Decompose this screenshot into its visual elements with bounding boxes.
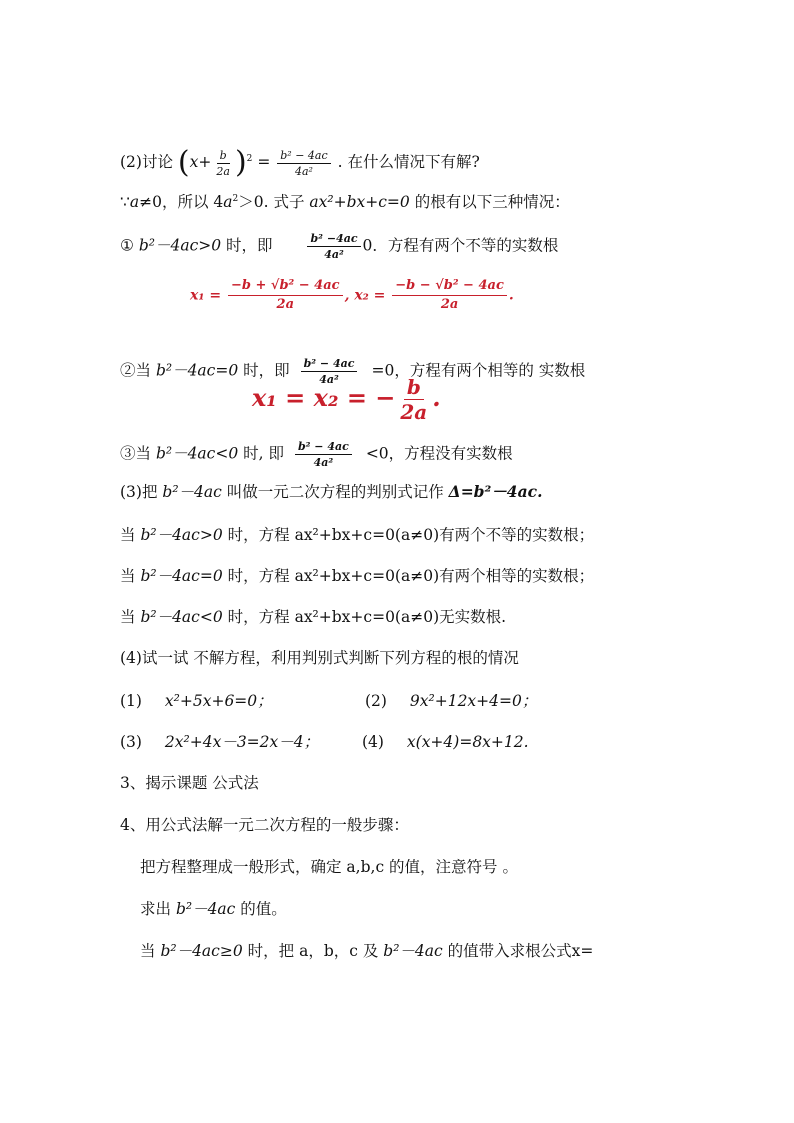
- condition: b²－4ac>0: [140, 526, 223, 544]
- exercise-label: (2): [365, 692, 387, 710]
- text: 的根有以下三种情况：: [409, 193, 570, 211]
- x1-label: x₁ =: [190, 287, 222, 304]
- step-1: 把方程整理成一般形式，确定 a,b,c 的值，注意符号 。: [140, 858, 518, 876]
- right-paren: ): [234, 145, 247, 180]
- separator: ,: [344, 287, 355, 304]
- condition: b²－4ac: [162, 483, 222, 501]
- condition: b²－4ac<0: [140, 608, 223, 626]
- text: 时，方程 ax²+bx+c=0(a≠0)无实数根.: [222, 608, 507, 626]
- fraction-discriminant: [307, 232, 360, 261]
- var-x: x: [189, 153, 199, 171]
- fraction-root-2: [392, 278, 507, 313]
- condition: b²－4ac: [175, 900, 236, 918]
- discussion-line: [120, 145, 480, 180]
- denominator: 2a: [440, 297, 459, 312]
- section-4-title: 4、用公式法解一元二次方程的一般步骤：: [120, 816, 409, 834]
- text: 时, 即: [238, 444, 284, 463]
- text: 当: [120, 608, 141, 626]
- text: 时，即: [238, 361, 290, 380]
- case-number: ③当: [120, 444, 156, 463]
- denominator: 4a²: [294, 164, 313, 178]
- period: .: [508, 287, 514, 304]
- period: .: [432, 383, 441, 412]
- numerator: b: [217, 149, 230, 164]
- case-number: ②当: [120, 361, 156, 380]
- discriminant-definition: [120, 482, 542, 502]
- numerator: b² − 4ac: [301, 357, 358, 372]
- rule-positive: [120, 525, 594, 545]
- condition: b²－4ac=0: [140, 567, 223, 585]
- numerator: −b − √b² − 4ac: [392, 278, 507, 296]
- denominator: 4a²: [319, 373, 339, 386]
- exercise-equation: x²+5x+6=0；: [164, 692, 273, 710]
- exercise-label: (3): [120, 733, 142, 751]
- fraction-root-1: [228, 278, 343, 313]
- text: (3)把: [120, 483, 163, 501]
- step-3: [140, 941, 593, 961]
- text: 时，把 a，b，c 及: [242, 942, 384, 960]
- text: =0，方程有两个相等的 实数根: [371, 361, 586, 380]
- exercise-equation: 9x²+12x+4=0；: [409, 692, 538, 710]
- section-3-title: 3、揭示课题 公式法: [120, 774, 259, 792]
- text: ≠0，所以 4: [139, 193, 224, 211]
- var-a: a: [129, 193, 140, 211]
- condition: b²－4ac≥0: [160, 942, 243, 960]
- text: 的值带入求根公式x=: [442, 942, 594, 960]
- step-2: [140, 899, 287, 919]
- exercise-equation: 2x²+4x－3=2x－4；: [164, 733, 320, 751]
- text: 当: [120, 567, 141, 585]
- text: 时，方程 ax²+bx+c=0(a≠0)有两个不等的实数根；: [222, 526, 595, 544]
- var-a: a: [223, 193, 233, 211]
- condition: b²－4ac=0: [155, 361, 239, 380]
- exercise-label: (1): [120, 692, 142, 710]
- text: 时，即: [221, 236, 273, 255]
- text: <0，方程没有实数根: [365, 444, 513, 463]
- text: ＞0. 式子: [238, 193, 310, 211]
- case-number: ①: [120, 236, 139, 255]
- case-3-line: [120, 440, 513, 469]
- text: 当: [120, 526, 141, 544]
- numerator: b² − 4ac: [295, 440, 352, 455]
- item-label: (2)讨论: [120, 153, 173, 171]
- text: 0．方程有两个不等的实数根: [362, 236, 559, 255]
- rule-zero: [120, 566, 594, 586]
- text: 时，方程 ax²+bx+c=0(a≠0)有两个相等的实数根；: [222, 567, 595, 585]
- exercise-equation: x(x+4)=8x+12.: [406, 733, 529, 751]
- denominator: 2a: [400, 400, 428, 424]
- exercise-label: (4): [362, 733, 384, 751]
- left-paren: (: [177, 145, 190, 180]
- because-symbol: ∵: [120, 193, 130, 211]
- numerator: b: [404, 376, 424, 400]
- exercise-row-2-col-2: [362, 732, 529, 752]
- numerator: b² −4ac: [307, 232, 360, 247]
- condition: b²－4ac>0: [138, 236, 222, 255]
- exercise-row-1-col-2: [365, 691, 537, 711]
- fraction-b-over-2a: [213, 149, 233, 178]
- text: 叫做一元二次方程的判别式记作: [221, 483, 449, 501]
- condition: b²－4ac<0: [155, 444, 239, 463]
- double-root-formula: [252, 376, 441, 423]
- fraction-discriminant: [295, 440, 352, 469]
- general-equation: ax²+bx+c=0: [309, 193, 410, 211]
- condition: b²－4ac: [383, 942, 443, 960]
- denominator: 4a²: [313, 456, 334, 469]
- exponent: 2: [232, 193, 239, 204]
- exercise-row-2: [120, 732, 319, 752]
- denominator: 2a: [276, 297, 294, 312]
- text: 当: [140, 942, 161, 960]
- numerator: b² − 4ac: [277, 149, 330, 164]
- text: 求出: [140, 900, 176, 918]
- rule-negative: [120, 607, 506, 627]
- condition-line: [120, 192, 570, 212]
- plus-sign: +: [198, 153, 212, 171]
- try-it-line: (4)试一试 不解方程，利用判别式判断下列方程的根的情况: [120, 649, 519, 667]
- denominator: 4a²: [324, 248, 344, 261]
- case-1-line: [120, 232, 558, 261]
- equals-sign: =: [257, 153, 271, 171]
- exercise-row-1: [120, 691, 273, 711]
- fraction-discriminant: [277, 149, 330, 178]
- denominator: 2a: [216, 164, 230, 178]
- lhs: x₁ = x₂ = −: [252, 383, 396, 412]
- root-formula: [190, 278, 514, 313]
- x2-label: x₂ =: [354, 287, 386, 304]
- numerator: −b + √b² − 4ac: [228, 278, 343, 296]
- square-exponent: 2: [246, 153, 253, 164]
- question-text: . 在什么情况下有解?: [337, 153, 480, 171]
- delta-definition: Δ=b²－4ac.: [448, 482, 543, 501]
- text: 的值。: [235, 900, 287, 918]
- fraction-b-over-2a: [397, 376, 430, 423]
